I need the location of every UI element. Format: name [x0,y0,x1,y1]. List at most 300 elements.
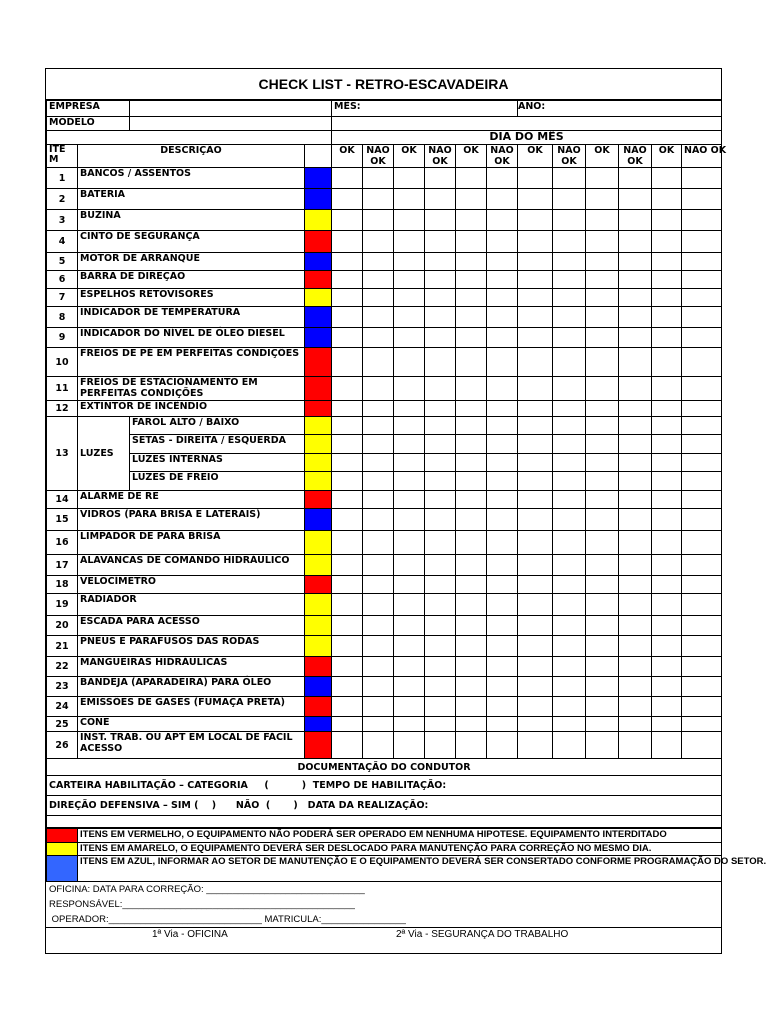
check-cell[interactable] [363,697,394,717]
check-cell[interactable] [363,454,394,472]
check-cell[interactable] [425,657,456,677]
check-cell[interactable] [619,307,652,328]
check-cell[interactable] [652,417,682,435]
check-cell[interactable] [682,531,722,555]
check-cell[interactable] [332,491,363,509]
check-cell[interactable] [652,210,682,231]
check-cell[interactable] [518,348,553,377]
check-cell[interactable] [682,307,722,328]
check-cell[interactable] [363,472,394,491]
check-cell[interactable] [394,328,425,348]
check-cell[interactable] [363,231,394,253]
check-cell[interactable] [425,509,456,531]
check-cell[interactable] [394,307,425,328]
check-cell[interactable] [619,210,652,231]
check-cell[interactable] [332,210,363,231]
check-cell[interactable] [652,576,682,594]
check-cell[interactable] [553,168,586,189]
check-cell[interactable] [586,435,619,454]
check-cell[interactable] [456,168,487,189]
check-cell[interactable] [652,231,682,253]
check-cell[interactable] [456,555,487,576]
check-cell[interactable] [619,168,652,189]
check-cell[interactable] [363,732,394,759]
check-cell[interactable] [425,210,456,231]
check-cell[interactable] [363,435,394,454]
check-cell[interactable] [394,168,425,189]
check-cell[interactable] [619,717,652,732]
check-cell[interactable] [619,657,652,677]
check-cell[interactable] [619,472,652,491]
check-cell[interactable] [586,417,619,435]
check-cell[interactable] [487,657,518,677]
check-cell[interactable] [518,253,553,271]
check-cell[interactable] [553,594,586,616]
check-cell[interactable] [425,348,456,377]
check-cell[interactable] [619,531,652,555]
check-cell[interactable] [682,401,722,417]
check-cell[interactable] [586,531,619,555]
check-cell[interactable] [456,636,487,657]
check-cell[interactable] [363,531,394,555]
check-cell[interactable] [394,377,425,401]
check-cell[interactable] [332,348,363,377]
check-cell[interactable] [619,594,652,616]
check-cell[interactable] [586,636,619,657]
check-cell[interactable] [682,555,722,576]
check-cell[interactable] [619,697,652,717]
check-cell[interactable] [425,636,456,657]
check-cell[interactable] [682,594,722,616]
check-cell[interactable] [652,454,682,472]
check-cell[interactable] [518,271,553,289]
check-cell[interactable] [586,555,619,576]
check-cell[interactable] [332,328,363,348]
check-cell[interactable] [682,509,722,531]
check-cell[interactable] [332,231,363,253]
check-cell[interactable] [487,531,518,555]
check-cell[interactable] [553,657,586,677]
check-cell[interactable] [682,435,722,454]
check-cell[interactable] [682,677,722,697]
check-cell[interactable] [682,417,722,435]
check-cell[interactable] [363,576,394,594]
check-cell[interactable] [487,717,518,732]
check-cell[interactable] [425,271,456,289]
check-cell[interactable] [456,189,487,210]
check-cell[interactable] [518,594,553,616]
check-cell[interactable] [332,732,363,759]
check-cell[interactable] [456,677,487,697]
check-cell[interactable] [394,231,425,253]
check-cell[interactable] [363,289,394,307]
check-cell[interactable] [363,307,394,328]
check-cell[interactable] [619,401,652,417]
check-cell[interactable] [487,435,518,454]
check-cell[interactable] [652,509,682,531]
check-cell[interactable] [586,594,619,616]
check-cell[interactable] [682,732,722,759]
check-cell[interactable] [363,677,394,697]
check-cell[interactable] [586,576,619,594]
check-cell[interactable] [586,271,619,289]
check-cell[interactable] [394,435,425,454]
check-cell[interactable] [332,509,363,531]
check-cell[interactable] [332,576,363,594]
check-cell[interactable] [425,253,456,271]
check-cell[interactable] [394,594,425,616]
check-cell[interactable] [586,509,619,531]
check-cell[interactable] [456,289,487,307]
check-cell[interactable] [518,677,553,697]
check-cell[interactable] [682,231,722,253]
check-cell[interactable] [425,454,456,472]
check-cell[interactable] [487,732,518,759]
check-cell[interactable] [518,401,553,417]
check-cell[interactable] [363,491,394,509]
check-cell[interactable] [652,307,682,328]
check-cell[interactable] [682,636,722,657]
check-cell[interactable] [425,677,456,697]
check-cell[interactable] [586,401,619,417]
check-cell[interactable] [456,307,487,328]
check-cell[interactable] [586,168,619,189]
check-cell[interactable] [425,307,456,328]
check-cell[interactable] [619,435,652,454]
check-cell[interactable] [332,677,363,697]
check-cell[interactable] [682,717,722,732]
check-cell[interactable] [487,253,518,271]
check-cell[interactable] [652,472,682,491]
check-cell[interactable] [332,189,363,210]
check-cell[interactable] [553,401,586,417]
check-cell[interactable] [586,210,619,231]
check-cell[interactable] [363,168,394,189]
check-cell[interactable] [487,555,518,576]
check-cell[interactable] [456,253,487,271]
check-cell[interactable] [652,636,682,657]
check-cell[interactable] [652,555,682,576]
check-cell[interactable] [456,271,487,289]
check-cell[interactable] [456,401,487,417]
check-cell[interactable] [518,616,553,636]
check-cell[interactable] [332,401,363,417]
check-cell[interactable] [332,636,363,657]
check-cell[interactable] [619,677,652,697]
check-cell[interactable] [394,697,425,717]
check-cell[interactable] [553,253,586,271]
check-cell[interactable] [332,454,363,472]
check-cell[interactable] [456,717,487,732]
check-cell[interactable] [553,677,586,697]
check-cell[interactable] [456,328,487,348]
check-cell[interactable] [682,348,722,377]
check-cell[interactable] [586,472,619,491]
check-cell[interactable] [425,328,456,348]
check-cell[interactable] [456,377,487,401]
check-cell[interactable] [518,717,553,732]
check-cell[interactable] [487,509,518,531]
check-cell[interactable] [394,491,425,509]
check-cell[interactable] [586,231,619,253]
check-cell[interactable] [425,555,456,576]
check-cell[interactable] [332,377,363,401]
check-cell[interactable] [652,348,682,377]
check-cell[interactable] [586,328,619,348]
check-cell[interactable] [518,732,553,759]
check-cell[interactable] [682,271,722,289]
check-cell[interactable] [394,253,425,271]
check-cell[interactable] [332,717,363,732]
check-cell[interactable] [487,616,518,636]
check-cell[interactable] [682,454,722,472]
check-cell[interactable] [652,189,682,210]
check-cell[interactable] [456,210,487,231]
check-cell[interactable] [619,454,652,472]
check-cell[interactable] [619,636,652,657]
check-cell[interactable] [394,189,425,210]
check-cell[interactable] [363,189,394,210]
check-cell[interactable] [553,697,586,717]
check-cell[interactable] [332,472,363,491]
check-cell[interactable] [619,377,652,401]
check-cell[interactable] [332,417,363,435]
check-cell[interactable] [332,168,363,189]
check-cell[interactable] [363,377,394,401]
check-cell[interactable] [394,677,425,697]
check-cell[interactable] [553,732,586,759]
check-cell[interactable] [518,509,553,531]
check-cell[interactable] [518,189,553,210]
check-cell[interactable] [553,491,586,509]
check-cell[interactable] [619,576,652,594]
check-cell[interactable] [332,289,363,307]
check-cell[interactable] [456,491,487,509]
check-cell[interactable] [553,289,586,307]
check-cell[interactable] [394,401,425,417]
check-cell[interactable] [553,417,586,435]
check-cell[interactable] [652,732,682,759]
check-cell[interactable] [553,472,586,491]
check-cell[interactable] [518,435,553,454]
check-cell[interactable] [363,253,394,271]
check-cell[interactable] [487,401,518,417]
check-cell[interactable] [619,417,652,435]
check-cell[interactable] [518,491,553,509]
check-cell[interactable] [586,289,619,307]
check-cell[interactable] [619,328,652,348]
oficina-line[interactable]: OFICINA: DATA PARA CORREÇÃO: ______________________________ [49,884,365,895]
check-cell[interactable] [425,417,456,435]
check-cell[interactable] [363,717,394,732]
check-cell[interactable] [332,253,363,271]
check-cell[interactable] [682,491,722,509]
check-cell[interactable] [553,636,586,657]
check-cell[interactable] [586,717,619,732]
check-cell[interactable] [652,717,682,732]
check-cell[interactable] [456,472,487,491]
check-cell[interactable] [553,576,586,594]
check-cell[interactable] [456,594,487,616]
check-cell[interactable] [332,616,363,636]
check-cell[interactable] [652,697,682,717]
check-cell[interactable] [586,189,619,210]
check-cell[interactable] [682,657,722,677]
check-cell[interactable] [586,377,619,401]
check-cell[interactable] [487,210,518,231]
check-cell[interactable] [586,697,619,717]
check-cell[interactable] [425,289,456,307]
check-cell[interactable] [619,231,652,253]
check-cell[interactable] [652,401,682,417]
check-cell[interactable] [586,454,619,472]
check-cell[interactable] [394,417,425,435]
check-cell[interactable] [518,210,553,231]
check-cell[interactable] [363,417,394,435]
check-cell[interactable] [487,454,518,472]
check-cell[interactable] [394,636,425,657]
check-cell[interactable] [487,289,518,307]
check-cell[interactable] [586,657,619,677]
check-cell[interactable] [363,271,394,289]
check-cell[interactable] [553,231,586,253]
check-cell[interactable] [682,168,722,189]
check-cell[interactable] [682,210,722,231]
check-cell[interactable] [363,509,394,531]
check-cell[interactable] [487,328,518,348]
check-cell[interactable] [518,555,553,576]
check-cell[interactable] [553,307,586,328]
check-cell[interactable] [682,576,722,594]
check-cell[interactable] [652,328,682,348]
check-cell[interactable] [425,231,456,253]
check-cell[interactable] [425,697,456,717]
check-cell[interactable] [425,732,456,759]
check-cell[interactable] [363,348,394,377]
check-cell[interactable] [586,491,619,509]
empresa-field[interactable] [130,101,332,117]
check-cell[interactable] [456,657,487,677]
check-cell[interactable] [586,253,619,271]
check-cell[interactable] [652,657,682,677]
check-cell[interactable] [487,417,518,435]
check-cell[interactable] [394,454,425,472]
check-cell[interactable] [456,231,487,253]
modelo-field[interactable] [130,117,332,131]
check-cell[interactable] [682,253,722,271]
check-cell[interactable] [518,531,553,555]
check-cell[interactable] [456,576,487,594]
check-cell[interactable] [553,348,586,377]
check-cell[interactable] [586,348,619,377]
check-cell[interactable] [518,472,553,491]
check-cell[interactable] [553,616,586,636]
check-cell[interactable] [487,271,518,289]
check-cell[interactable] [487,189,518,210]
operador-line[interactable]: OPERADOR:_____________________________ MATRICULA:________________ [49,914,406,925]
check-cell[interactable] [332,697,363,717]
check-cell[interactable] [394,210,425,231]
check-cell[interactable] [456,454,487,472]
check-cell[interactable] [619,189,652,210]
check-cell[interactable] [487,348,518,377]
check-cell[interactable] [487,594,518,616]
check-cell[interactable] [487,377,518,401]
check-cell[interactable] [652,289,682,307]
check-cell[interactable] [425,576,456,594]
check-cell[interactable] [394,509,425,531]
check-cell[interactable] [619,253,652,271]
check-cell[interactable] [682,616,722,636]
check-cell[interactable] [332,531,363,555]
check-cell[interactable] [425,189,456,210]
check-cell[interactable] [363,401,394,417]
check-cell[interactable] [553,531,586,555]
check-cell[interactable] [586,677,619,697]
check-cell[interactable] [425,531,456,555]
check-cell[interactable] [425,435,456,454]
check-cell[interactable] [425,472,456,491]
check-cell[interactable] [518,168,553,189]
check-cell[interactable] [363,657,394,677]
check-cell[interactable] [487,168,518,189]
check-cell[interactable] [425,401,456,417]
check-cell[interactable] [652,435,682,454]
check-cell[interactable] [652,168,682,189]
check-cell[interactable] [553,328,586,348]
check-cell[interactable] [619,289,652,307]
check-cell[interactable] [487,636,518,657]
check-cell[interactable] [682,377,722,401]
check-cell[interactable] [487,472,518,491]
check-cell[interactable] [487,491,518,509]
check-cell[interactable] [682,328,722,348]
check-cell[interactable] [619,271,652,289]
check-cell[interactable] [394,657,425,677]
check-cell[interactable] [553,454,586,472]
check-cell[interactable] [682,289,722,307]
check-cell[interactable] [619,732,652,759]
check-cell[interactable] [518,657,553,677]
check-cell[interactable] [518,307,553,328]
responsavel-line[interactable]: RESPONSÁVEL:____________________________________________ [49,899,355,910]
check-cell[interactable] [682,472,722,491]
check-cell[interactable] [425,717,456,732]
check-cell[interactable] [518,454,553,472]
check-cell[interactable] [363,210,394,231]
check-cell[interactable] [652,253,682,271]
check-cell[interactable] [553,271,586,289]
check-cell[interactable] [394,289,425,307]
check-cell[interactable] [487,307,518,328]
check-cell[interactable] [425,168,456,189]
check-cell[interactable] [456,435,487,454]
check-cell[interactable] [619,491,652,509]
check-cell[interactable] [425,491,456,509]
check-cell[interactable] [682,697,722,717]
check-cell[interactable] [553,717,586,732]
check-cell[interactable] [363,594,394,616]
check-cell[interactable] [518,377,553,401]
check-cell[interactable] [394,717,425,732]
check-cell[interactable] [332,555,363,576]
check-cell[interactable] [553,509,586,531]
check-cell[interactable] [619,616,652,636]
check-cell[interactable] [518,328,553,348]
check-cell[interactable] [553,189,586,210]
check-cell[interactable] [456,531,487,555]
check-cell[interactable] [619,509,652,531]
